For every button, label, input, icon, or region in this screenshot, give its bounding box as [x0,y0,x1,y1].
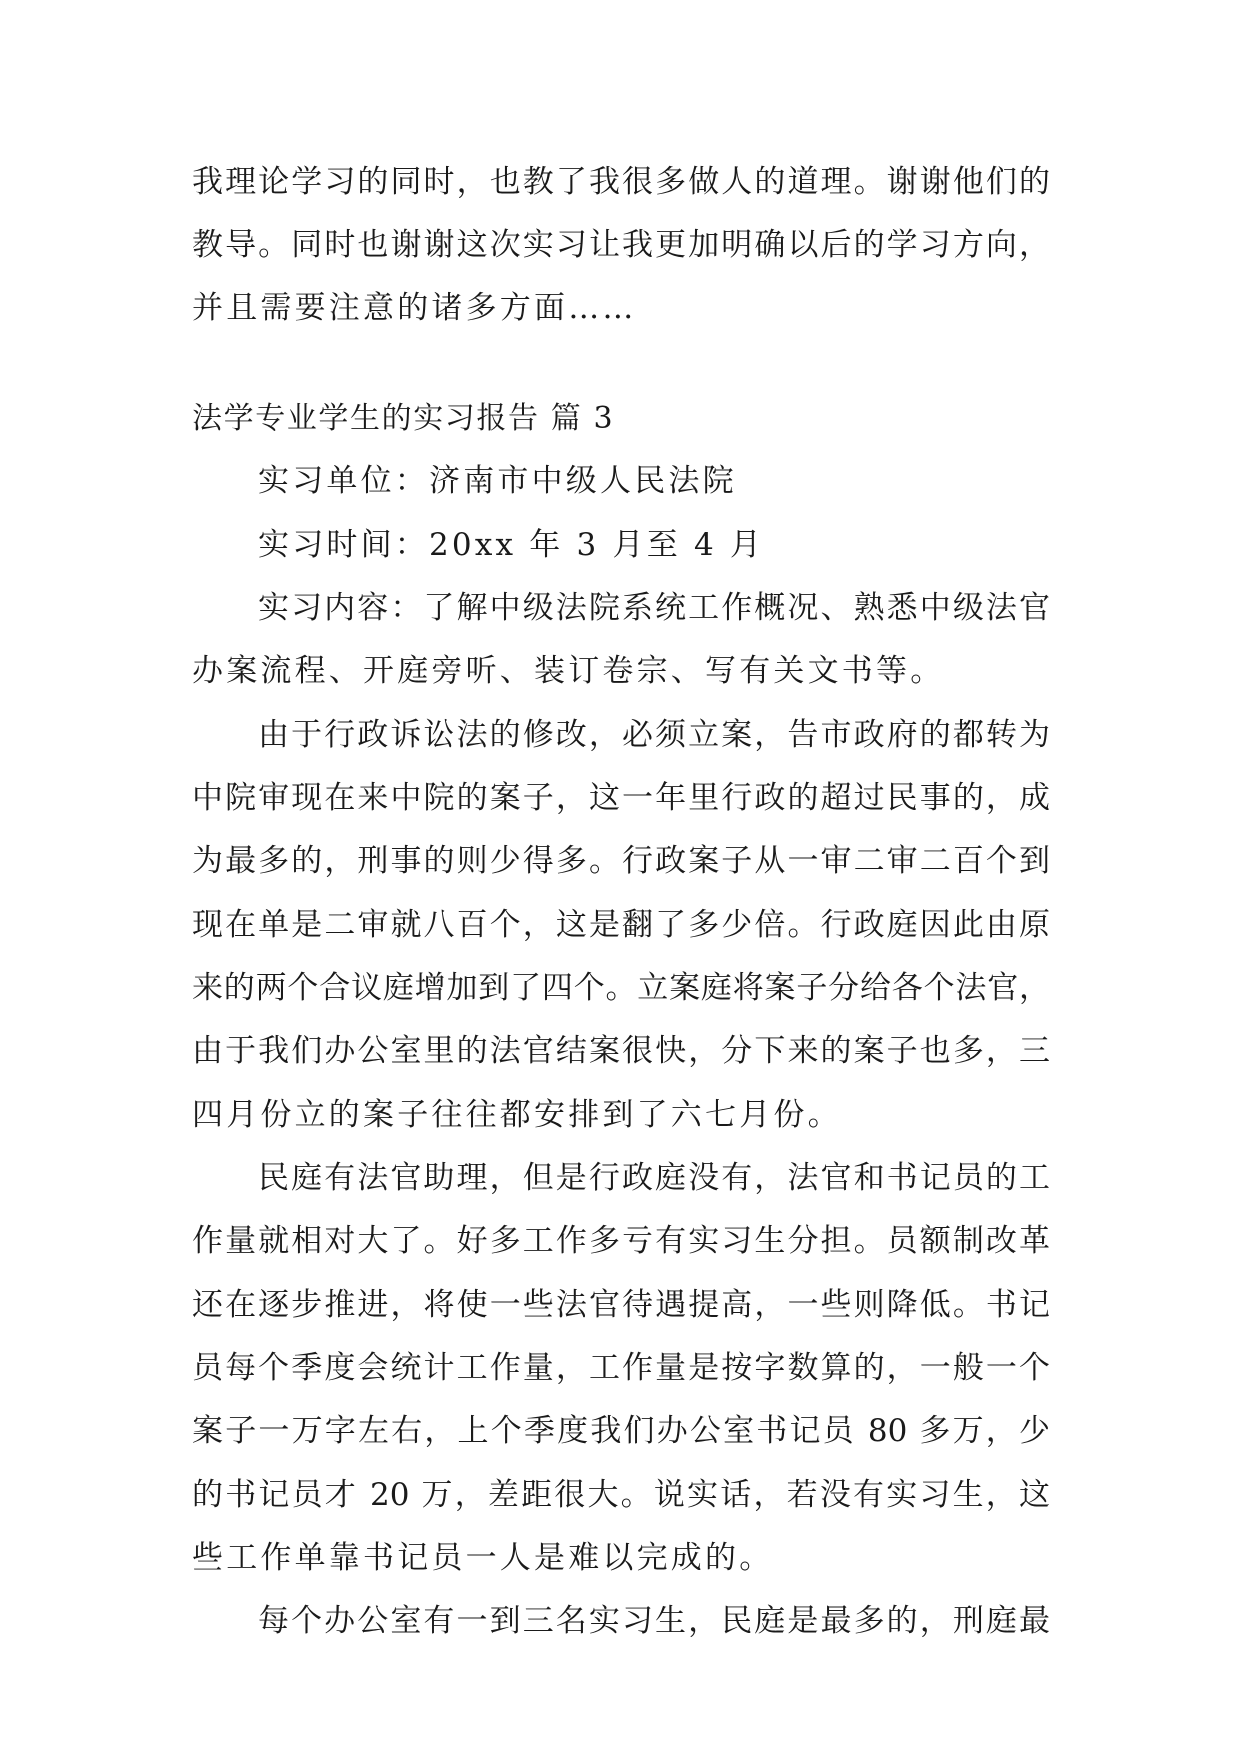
section-heading: 法学专业学生的实习报告 篇 3 [192,401,615,436]
text-line: 实习单位：济南市中级人民法院 [258,463,737,499]
text-line: 的书记员才 20 万，差距很大。说实话，若没有实习生，这 [192,1477,1050,1513]
text-line: 民庭有法官助理，但是行政庭没有，法官和书记员的工 [258,1160,1050,1196]
text-line: 由于我们办公室里的法官结案很快，分下来的案子也多，三 [192,1033,1050,1069]
text-line: 案子一万字左右，上个季度我们办公室书记员 80 多万，少 [192,1413,1050,1449]
text-line: 来的两个合议庭增加到了四个。立案庭将案子分给各个法官， [192,970,1050,1006]
text-line: 四月份立的案子往往都安排到了六七月份。 [192,1097,842,1133]
text-line: 并且需要注意的诸多方面…… [192,290,637,326]
text-line: 作量就相对大了。好多工作多亏有实习生分担。员额制改革 [192,1223,1050,1259]
text-line: 实习时间：20xx 年 3 月至 4 月 [258,527,765,563]
text-line: 我理论学习的同时，也教了我很多做人的道理。谢谢他们的 [192,164,1050,200]
text-line: 些工作单靠书记员一人是难以完成的。 [192,1540,774,1576]
text-line: 每个办公室有一到三名实习生，民庭是最多的，刑庭最 [258,1603,1050,1639]
text-line: 教导。同时也谢谢这次实习让我更加明确以后的学习方向， [192,227,1050,263]
text-line: 为最多的，刑事的则少得多。行政案子从一审二审二百个到 [192,843,1050,879]
text-line: 中院审现在来中院的案子，这一年里行政的超过民事的，成 [192,780,1050,816]
text-line: 实习内容：了解中级法院系统工作概况、熟悉中级法官 [258,590,1050,626]
text-line: 由于行政诉讼法的修改，必须立案，告市政府的都转为 [258,717,1050,753]
text-line: 办案流程、开庭旁听、装订卷宗、写有关文书等。 [192,653,945,689]
text-line: 现在单是二审就八百个，这是翻了多少倍。行政庭因此由原 [192,907,1050,943]
text-line: 还在逐步推进，将使一些法官待遇提高，一些则降低。书记 [192,1287,1050,1323]
text-line: 员每个季度会统计工作量，工作量是按字数算的，一般一个 [192,1350,1050,1386]
